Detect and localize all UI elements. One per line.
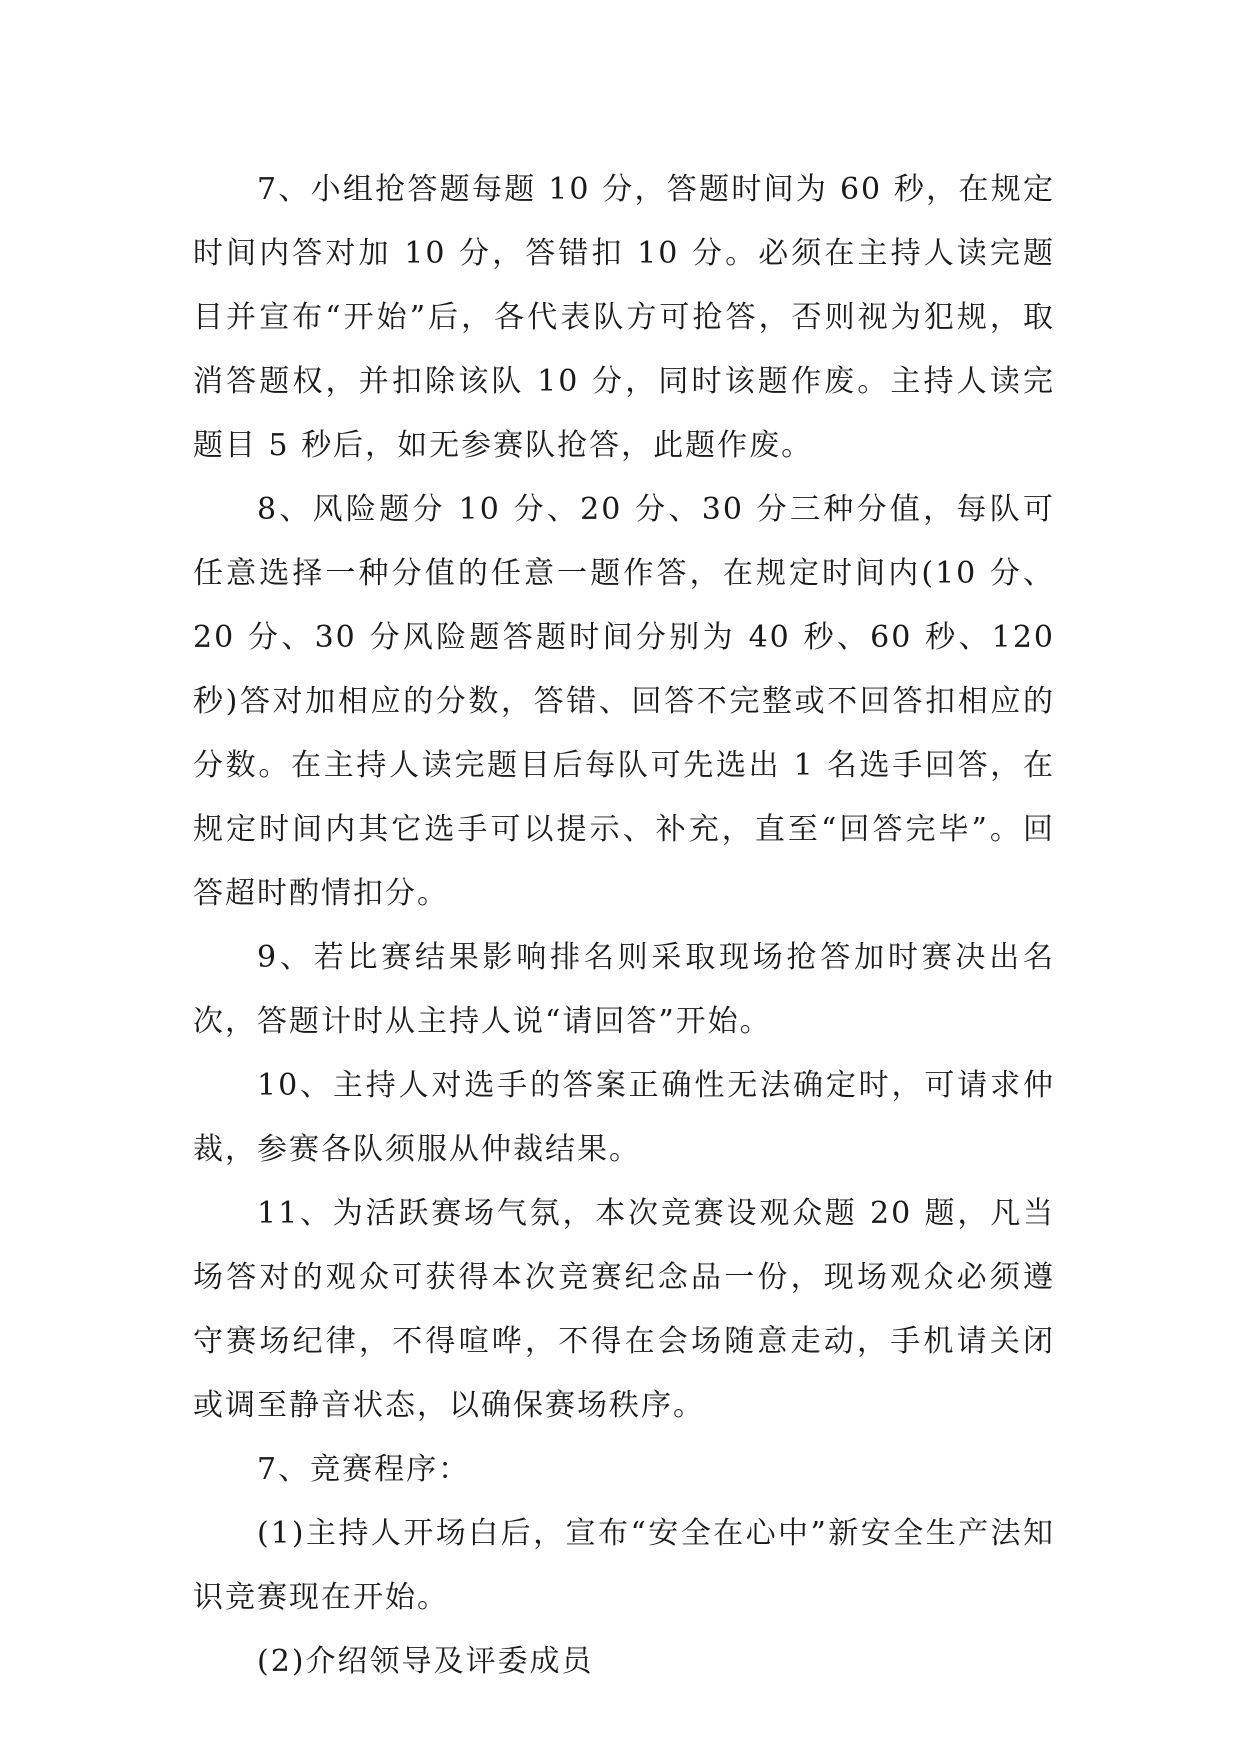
paragraph-rule-9: 9、若比赛结果影响排名则采取现场抢答加时赛决出名次，答题计时从主持人说“请回答”开始。 xyxy=(193,940,1055,1039)
paragraph-rule-11: 11、为活跃赛场气氛，本次竞赛设观众题 20 题，凡当场答对的观众可获得本次竞赛纪念品一份，现场观众必须遵守赛场纪律，不得喧哗，不得在会场随意走动，手机请关闭或调至静音状态，以确保赛场秩序。 xyxy=(193,1196,1055,1423)
section-heading-procedure: 7、竞赛程序： xyxy=(257,1452,471,1487)
paragraph-rule-8: 8、风险题分 10 分、20 分、30 分三种分值，每队可任意选择一种分值的任意一题作答，在规定时间内(10 分、20 分、30 分风险题答题时间分别为 40 秒、60 秒、120 秒)答对加相应的分数，答错、回答不完整或不回答扣相应的分数。在主持人读完题目后每队可先选出 1 名选手回答，在规定时间内其它选手可以提示、补充，直至“回答完毕”。回答超时酌情扣分。 xyxy=(193,492,1055,911)
procedure-step-1: (1)主持人开场白后，宣布“安全在心中”新安全生产法知识竞赛现在开始。 xyxy=(193,1516,1055,1615)
paragraph-rule-10: 10、主持人对选手的答案正确性无法确定时，可请求仲裁，参赛各队须服从仲裁结果。 xyxy=(193,1068,1055,1167)
paragraph-rule-7: 7、小组抢答题每题 10 分，答题时间为 60 秒，在规定时间内答对加 10 分，答错扣 10 分。必须在主持人读完题目并宣布“开始”后，各代表队方可抢答，否则视为犯规，取消答题权，并扣除该队 10 分，同时该题作废。主持人读完题目 5 秒后，如无参赛队抢答，此题作废。 xyxy=(193,172,1055,463)
procedure-step-2: (2)介绍领导及评委成员 xyxy=(257,1644,594,1679)
document-body xyxy=(193,158,1055,1694)
